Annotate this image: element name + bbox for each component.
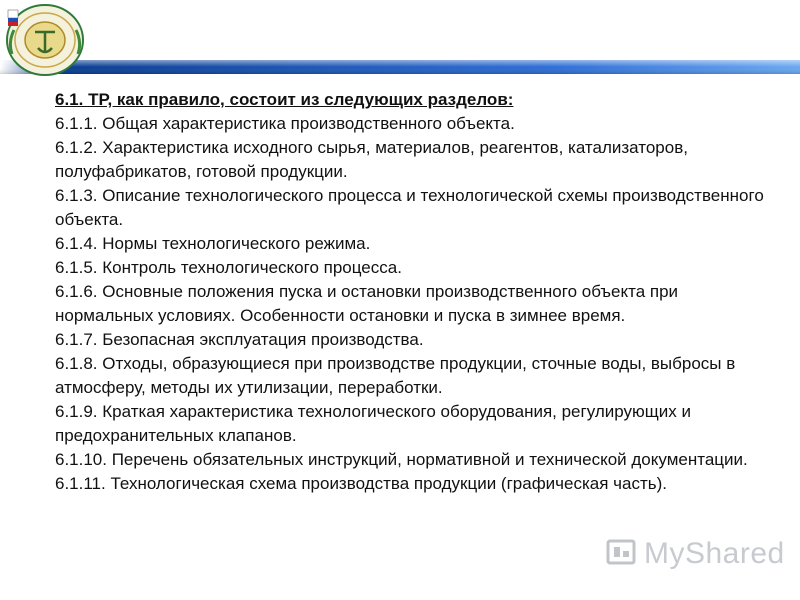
- myshared-watermark: [604, 535, 794, 575]
- header-bar: [0, 56, 800, 78]
- list-item: 6.1.7. Безопасная эксплуатация производства.: [55, 330, 424, 349]
- slide-body: [55, 88, 775, 496]
- list-item: 6.1.4. Нормы технологического режима.: [55, 234, 371, 253]
- watermark-text: MyShared: [644, 537, 785, 570]
- list-item: 6.1.2. Характеристика исходного сырья, материалов, реагентов, катализаторов, полуфабрикатов, готовой продукции.: [55, 138, 688, 181]
- myshared-logo-icon: [604, 535, 640, 571]
- list-item: 6.1.6. Основные положения пуска и остановки производственного объекта при нормальных условиях. Особенности остановки и пуска в зимнее время.: [55, 282, 679, 325]
- list-item: 6.1.9. Краткая характеристика технологического оборудования, регулирующих и предохранительных клапанов.: [55, 402, 691, 445]
- list-item: 6.1.3. Описание технологического процесса и технологической схемы производственного объекта.: [55, 186, 764, 229]
- university-emblem-icon: [2, 2, 88, 78]
- list-item: 6.1.8. Отходы, образующиеся при производстве продукции, сточные воды, выбросы в атмосферу, методы их утилизации, переработки.: [55, 354, 736, 397]
- list-item: 6.1.11. Технологическая схема производства продукции (графическая часть).: [55, 474, 668, 493]
- list-item: 6.1.10. Перечень обязательных инструкций, нормативной и технической документации.: [55, 450, 748, 469]
- slide-heading: 6.1. ТР, как правило, состоит из следующих разделов:: [55, 90, 514, 109]
- list-item: 6.1.5. Контроль технологического процесса.: [55, 258, 402, 277]
- list-item: 6.1.1. Общая характеристика производственного объекта.: [55, 114, 515, 133]
